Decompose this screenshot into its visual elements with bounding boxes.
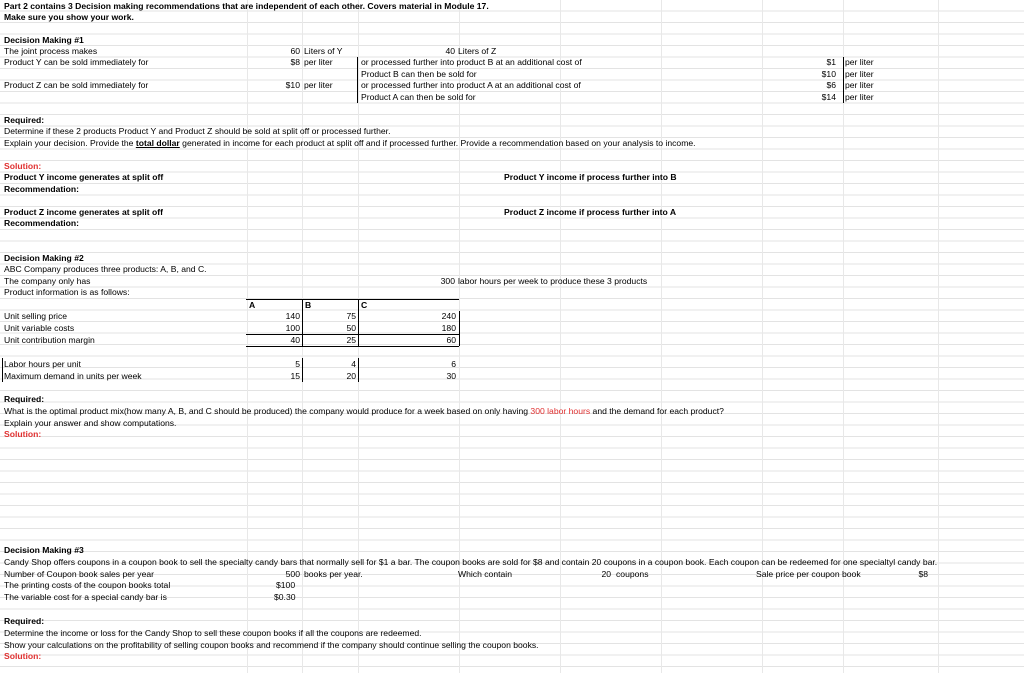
table-cell-c: 240 bbox=[441, 311, 456, 321]
dm1-z-sold-label: Product Z can be sold immediately for bbox=[4, 80, 149, 90]
dm3-sale-price-label: Sale price per coupon book bbox=[756, 569, 861, 579]
dm1-b-text2: Product B can then be sold for bbox=[361, 69, 477, 79]
dm2-col-c: C bbox=[361, 300, 368, 310]
dm1-y-further: Product Y income if process further into B bbox=[504, 172, 677, 182]
dm1-a-text2: Product A can then be sold for bbox=[361, 92, 476, 102]
dm3-printing-value: $100 bbox=[276, 580, 296, 590]
dm3-coupons-unit: coupons bbox=[616, 569, 649, 579]
dm1-y-price: $8 bbox=[290, 57, 300, 67]
grid-col-line bbox=[560, 0, 561, 673]
page-subtitle: Make sure you show your work. bbox=[4, 12, 134, 22]
dm2-line2: The company only has bbox=[4, 276, 91, 286]
dm2-col-b: B bbox=[305, 300, 312, 310]
table-cell-c: 6 bbox=[451, 359, 456, 369]
dm2-hours: 300 bbox=[440, 276, 455, 286]
dm1-y-sold-label: Product Y can be sold immediately for bbox=[4, 57, 149, 67]
dm1-z-liters-unit: Liters of Z bbox=[458, 46, 497, 56]
dm3-desc1: Candy Shop offers coupons in a coupon book to sell the specialty candy bars that normally sell for $1 a bar. The coupon books are sold for $8 and contain 20 coupons in a coupon book. Each coupon can be redeemed for one specialtyl candy bar. bbox=[4, 557, 938, 567]
dm1-a-cost: $6 bbox=[826, 80, 836, 90]
dm1-a-price-unit: per liter bbox=[845, 92, 874, 102]
dm2-required: Required: bbox=[4, 394, 45, 404]
dm3-required: Required: bbox=[4, 616, 45, 626]
dm3-solution: Solution: bbox=[4, 651, 42, 661]
table-col-border bbox=[302, 311, 303, 346]
grid-col-line bbox=[938, 0, 939, 673]
table-row-label: Unit selling price bbox=[4, 311, 68, 321]
table-col-border bbox=[302, 358, 303, 382]
dm2-req-line2: Explain your answer and show computations. bbox=[4, 418, 177, 428]
dm2-req-line1: What is the optimal product mix(how many A, B, and C should be produced) the company would produce for a week based on only having 300 labor hours and the demand for each product? bbox=[4, 406, 724, 416]
dm2-heading: Decision Making #2 bbox=[4, 253, 84, 263]
page-title: Part 2 contains 3 Decision making recommendations that are independent of each other. Covers material in Module 17. bbox=[4, 1, 489, 11]
table-cell-b: 20 bbox=[346, 371, 356, 381]
grid-col-line bbox=[661, 0, 662, 673]
dm1-required: Required: bbox=[4, 115, 45, 125]
table-col-border bbox=[459, 311, 460, 346]
dm1-b-text1: or processed further into product B at an additional cost of bbox=[361, 57, 582, 67]
dm1-z-split: Product Z income generates at split off bbox=[4, 207, 164, 217]
table-cell-a: 40 bbox=[290, 335, 300, 345]
dm3-coupons-value: 20 bbox=[601, 569, 611, 579]
dm1-y-split: Product Y income generates at split off bbox=[4, 172, 164, 182]
dm1-z-further: Product Z income if process further into A bbox=[504, 207, 677, 217]
cell-border bbox=[843, 57, 844, 103]
dm3-books-unit: books per year. bbox=[304, 569, 363, 579]
table-cell-c: 30 bbox=[446, 371, 456, 381]
dm1-solution: Solution: bbox=[4, 161, 42, 171]
dm2-hours-text: labor hours per week to produce these 3 products bbox=[458, 276, 648, 286]
dm2-col-a: A bbox=[249, 300, 256, 310]
table-row-label: Maximum demand in units per week bbox=[4, 371, 142, 381]
dm2-line1: ABC Company produces three products: A, B, and C. bbox=[4, 264, 207, 274]
table-cell-b: 75 bbox=[346, 311, 356, 321]
dm1-b-cost-unit: per liter bbox=[845, 57, 874, 67]
dm1-z-price: $10 bbox=[285, 80, 300, 90]
dm3-variable-value: $0.30 bbox=[274, 592, 296, 602]
dm3-books-label: Number of Coupon book sales per year bbox=[4, 569, 154, 579]
dm1-a-price: $14 bbox=[821, 92, 836, 102]
dm3-books-value: 500 bbox=[285, 569, 300, 579]
dm3-printing-label: The printing costs of the coupon books total bbox=[4, 580, 171, 590]
dm1-heading: Decision Making #1 bbox=[4, 35, 84, 45]
dm2-solution: Solution: bbox=[4, 429, 42, 439]
dm1-z-liters: 40 bbox=[445, 46, 455, 56]
row-left-border bbox=[2, 358, 3, 382]
dm1-req-line1: Determine if these 2 products Product Y and Product Z should be sold at split off or processed further. bbox=[4, 126, 391, 136]
dm1-a-cost-unit: per liter bbox=[845, 80, 874, 90]
dm3-variable-label: The variable cost for a special candy bar is bbox=[4, 592, 167, 602]
dm1-recommendation1: Recommendation: bbox=[4, 184, 79, 194]
dm3-req-line2: Show your calculations on the profitability of selling coupon books and recommend if the company should continue selling the coupon books. bbox=[4, 640, 539, 650]
dm1-b-cost: $1 bbox=[826, 57, 836, 67]
table-cell-c: 180 bbox=[441, 323, 456, 333]
dm1-req-line2: Explain your decision. Provide the total dollar generated in income for each product at split off and if processed further. Provide a recommendation based on your analysis to income. bbox=[4, 138, 696, 148]
dm1-b-price-unit: per liter bbox=[845, 69, 874, 79]
dm1-recommendation2: Recommendation: bbox=[4, 218, 79, 228]
grid-col-line bbox=[247, 0, 248, 673]
table-cell-b: 25 bbox=[346, 335, 356, 345]
table-row-label: Unit variable costs bbox=[4, 323, 75, 333]
dm3-sale-price-value: $8 bbox=[918, 569, 928, 579]
table-cell-a: 15 bbox=[290, 371, 300, 381]
dm1-y-price-unit: per liter bbox=[304, 57, 333, 67]
table-header-divider bbox=[302, 299, 303, 311]
dm2-line3: Product information is as follows: bbox=[4, 287, 130, 297]
cell-border bbox=[357, 57, 358, 103]
dm1-y-liters-unit: Liters of Y bbox=[304, 46, 343, 56]
table-cell-a: 100 bbox=[285, 323, 300, 333]
table-cell-b: 4 bbox=[351, 359, 356, 369]
dm3-which-contain: Which contain bbox=[458, 569, 512, 579]
table-bottom-line bbox=[246, 346, 459, 347]
dm3-req-line1: Determine the income or loss for the Candy Shop to sell these coupon books if all the coupons are redeemed. bbox=[4, 628, 422, 638]
table-cell-a: 140 bbox=[285, 311, 300, 321]
table-top-border bbox=[246, 299, 459, 300]
dm3-heading: Decision Making #3 bbox=[4, 545, 84, 555]
table-header-divider bbox=[358, 299, 359, 311]
table-cell-c: 60 bbox=[446, 335, 456, 345]
table-row-label: Labor hours per unit bbox=[4, 359, 81, 369]
dm1-joint-label: The joint process makes bbox=[4, 46, 98, 56]
table-cell-b: 50 bbox=[346, 323, 356, 333]
dm1-z-price-unit: per liter bbox=[304, 80, 333, 90]
table-col-border bbox=[358, 358, 359, 382]
table-col-border bbox=[358, 311, 359, 346]
dm1-a-text1: or processed further into product A at an additional cost of bbox=[361, 80, 581, 90]
table-cell-a: 5 bbox=[295, 359, 300, 369]
dm1-b-price: $10 bbox=[821, 69, 836, 79]
table-row-label: Unit contribution margin bbox=[4, 335, 95, 345]
dm1-y-liters: 60 bbox=[290, 46, 300, 56]
